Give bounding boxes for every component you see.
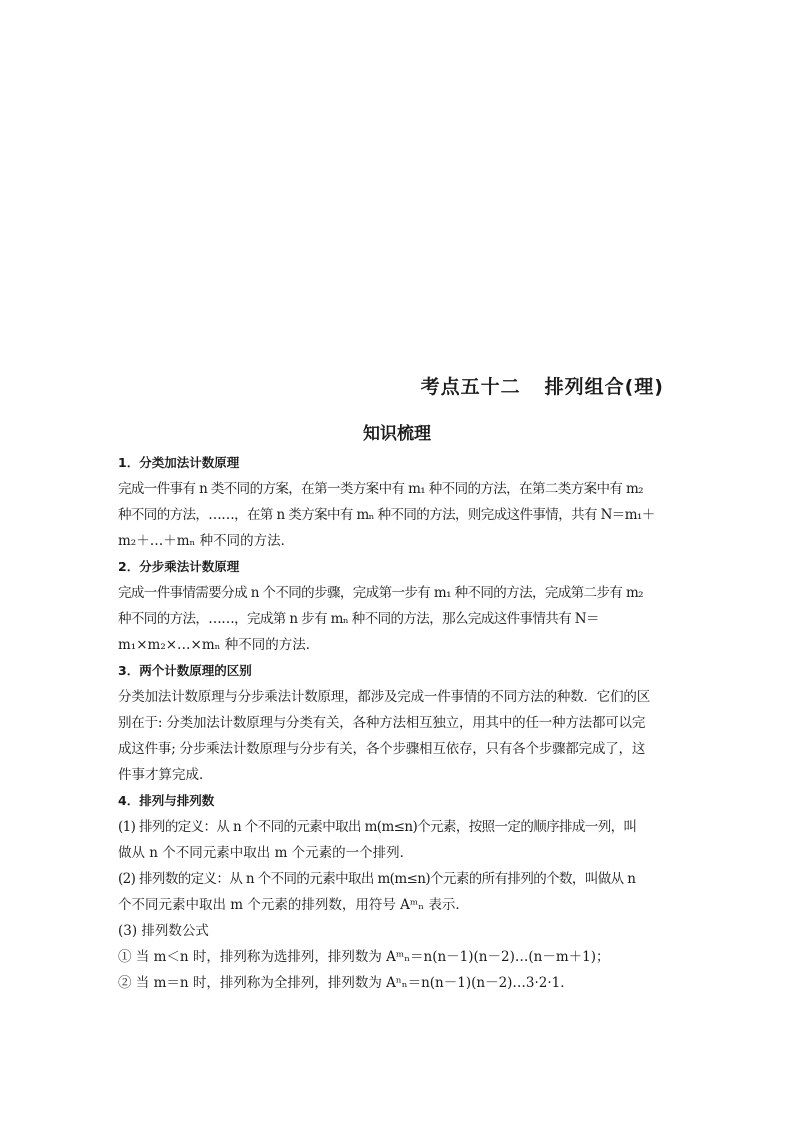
section-subtitle: 知识梳理	[363, 424, 431, 444]
paragraph-line: 件事才算完成．	[118, 767, 213, 783]
paragraph-line: m₁×m₂×…×mₙ 种不同的方法．	[118, 637, 320, 653]
paragraph-line: 做从 n 个不同元素中取出 m 个元素的一个排列．	[118, 845, 414, 861]
paragraph-line: (2) 排列数的定义：从 n 个不同的元素中取出 m(m≤n)个元素的所有排列的个数，叫做从 n	[118, 871, 636, 887]
paragraph-line: 种不同的方法，……，完成第 n 步有 mₙ 种不同的方法，那么完成这件事情共有 N＝	[118, 611, 599, 627]
paragraph-line: 完成一件事情需要分成 n 个不同的步骤，完成第一步有 m₁ 种不同的方法，完成第二步有 m₂	[118, 585, 643, 601]
paragraph-line: 分类加法计数原理与分步乘法计数原理，都涉及完成一件事情的不同方法的种数．它们的区	[118, 689, 650, 705]
title-topic-number: 考点五十二	[420, 376, 521, 398]
page-title	[0, 372, 664, 399]
paragraph-line: 完成一件事有 n 类不同的方案，在第一类方案中有 m₁ 种不同的方法，在第二类方案中有 m₂	[118, 481, 643, 497]
section-heading: 1．分类加法计数原理	[118, 455, 240, 470]
document-body	[118, 450, 676, 996]
section-heading: 4．排列与排列数	[118, 793, 215, 808]
paragraph-line: ① 当 m＜n 时，排列称为选排列，排列数为 Aᵐₙ＝n(n－1)(n－2)…(n－m＋1)；	[118, 949, 610, 965]
paragraph-line: (3) 排列数公式	[118, 923, 209, 939]
section-heading: 3．两个计数原理的区别	[118, 663, 252, 678]
paragraph-line: 成这件事; 分步乘法计数原理与分步有关，各个步骤相互依存，只有各个步骤都完成了，这	[118, 741, 646, 757]
paragraph-line: 个不同元素中取出 m 个元素的排列数，用符号 Aᵐₙ 表示．	[118, 897, 469, 913]
paragraph-line: 种不同的方法，……，在第 n 类方案中有 mₙ 种不同的方法，则完成这件事情，共有 N＝m₁＋	[118, 507, 655, 523]
section-heading: 2．分步乘法计数原理	[118, 559, 240, 574]
title-topic-name: 排列组合(理)	[544, 376, 664, 398]
paragraph-line: ② 当 m＝n 时，排列称为全排列，排列数为 Aⁿₙ＝n(n－1)(n－2)…3·2·1．	[118, 975, 574, 991]
paragraph-line: 别在于: 分类加法计数原理与分类有关，各种方法相互独立，用其中的任一种方法都可以完	[118, 715, 646, 731]
paragraph-line: (1) 排列的定义：从 n 个不同的元素中取出 m(m≤n)个元素，按照一定的顺序排成一列，叫	[118, 819, 637, 835]
paragraph-line: m₂＋…＋mₙ 种不同的方法．	[118, 533, 295, 549]
